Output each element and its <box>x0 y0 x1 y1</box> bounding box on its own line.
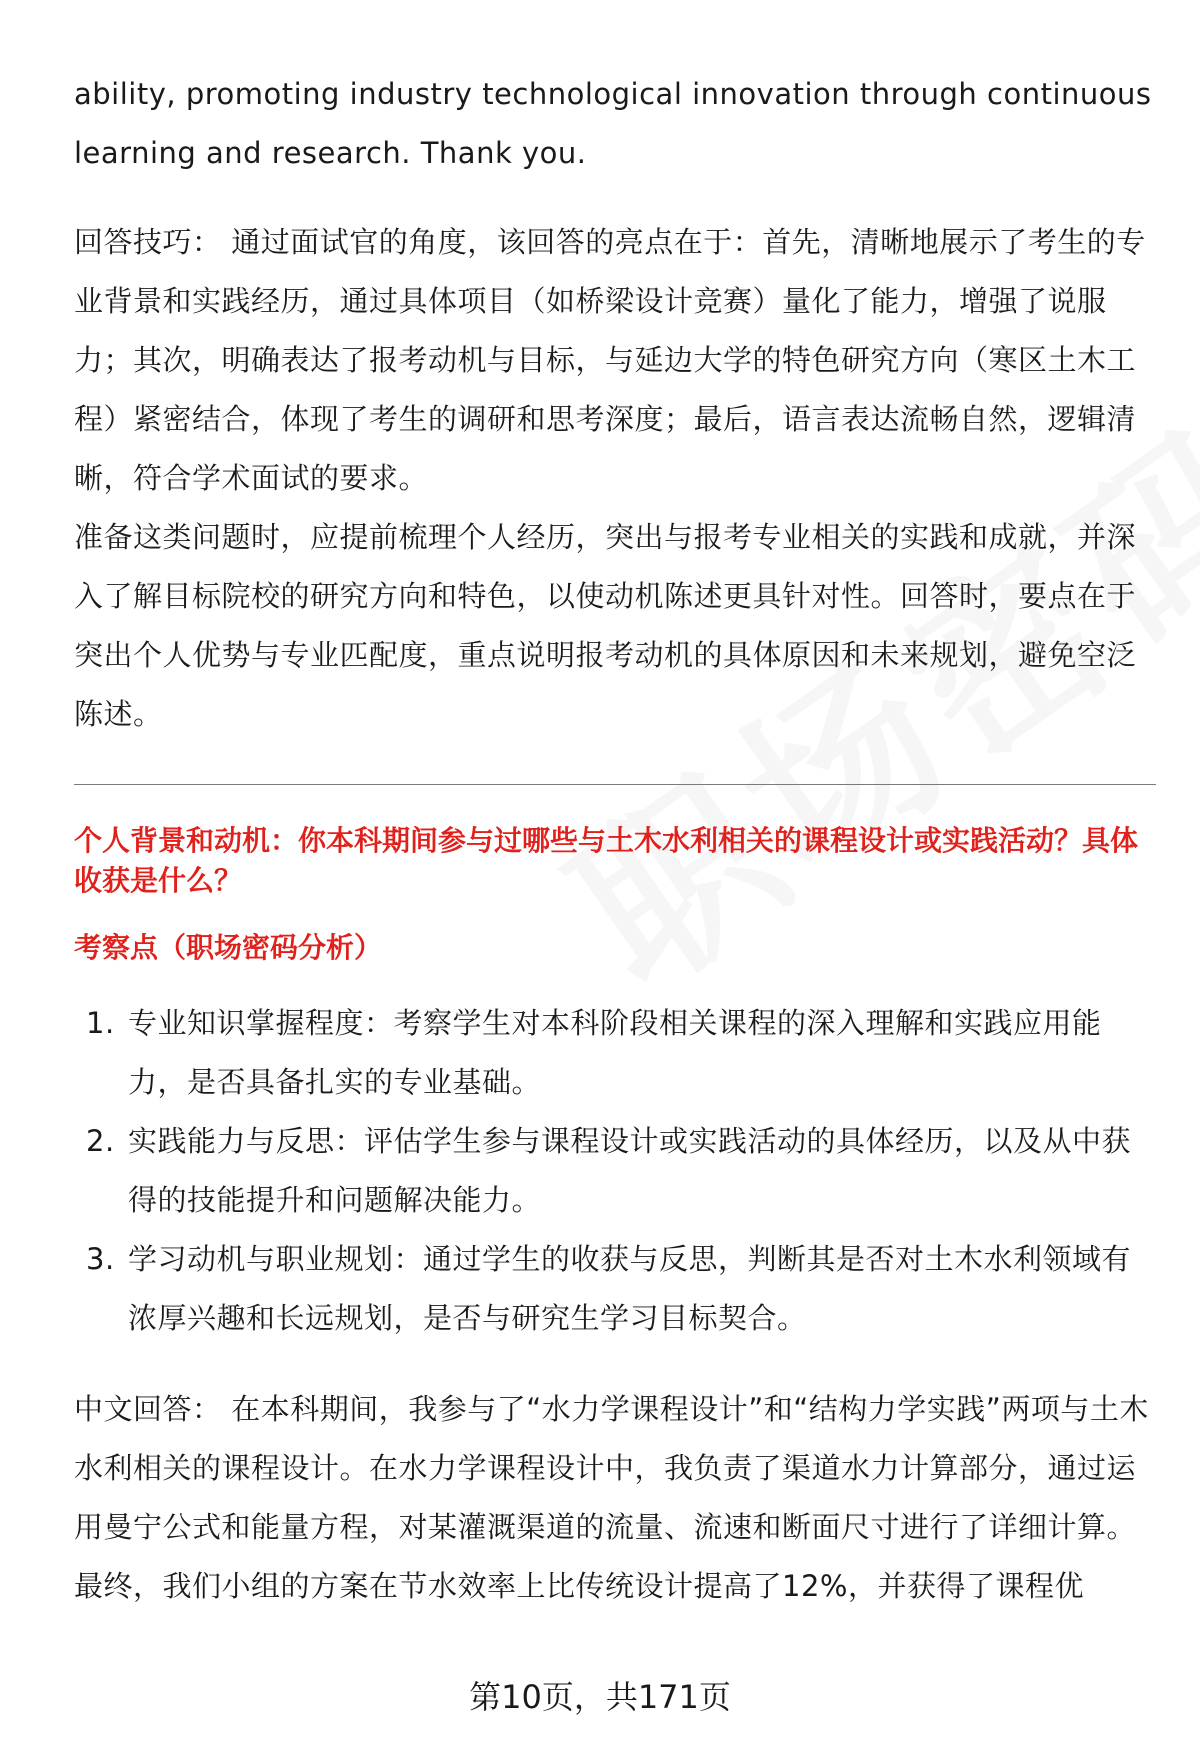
points-list <box>74 994 1156 1348</box>
question-heading: 个人背景和动机：你本科期间参与过哪些与土木水利相关的课程设计或实践活动？具体收获是什么？ <box>74 824 1139 897</box>
list-item <box>74 994 1156 1112</box>
list-item <box>74 1112 1156 1230</box>
tips-label: 回答技巧： <box>74 225 222 259</box>
list-item-text: 学习动机与职业规划：通过学生的收获与反思，判断其是否对土木水利领域有浓厚兴趣和长远规划，是否与研究生学习目标契合。 <box>128 1242 1132 1335</box>
list-item-number: 2. <box>86 1124 115 1158</box>
intro-paragraph: ability, promoting industry technological innovation through continuous learning and research. Thank you. <box>74 77 1152 170</box>
list-item <box>74 1230 1156 1348</box>
page-number-footer: 第10页，共171页 <box>469 1678 731 1716</box>
prep-paragraph: 准备这类问题时，应提前梳理个人经历，突出与报考专业相关的实践和成就，并深入了解目标院校的研究方向和特色，以使动机陈述更具针对性。回答时，要点在于突出个人优势与专业匹配度，重点说明报考动机的具体原因和未来规划，避免空泛陈述。 <box>74 520 1137 731</box>
answer-label: 中文回答： <box>74 1392 222 1426</box>
list-item-number: 3. <box>86 1242 115 1276</box>
list-item-number: 1. <box>86 1006 115 1040</box>
answer-paragraph <box>74 1380 1156 1616</box>
list-item-text: 实践能力与反思：评估学生参与课程设计或实践活动的具体经历，以及从中获得的技能提升和问题解决能力。 <box>128 1124 1132 1217</box>
answer-text: 在本科期间，我参与了“水力学课程设计”和“结构力学实践”两项与土木水利相关的课程设计。在水力学课程设计中，我负责了渠道水力计算部分，通过运用曼宁公式和能量方程，对某灌溉渠道的流量、流速和断面尺寸进行了详细计算。最终，我们小组的方案在节水效率上比传统设计提高了12%，并获得了课程优 <box>74 1392 1149 1603</box>
points-heading: 考察点（职场密码分析） <box>74 931 383 964</box>
list-item-text: 专业知识掌握程度：考察学生对本科阶段相关课程的深入理解和实践应用能力，是否具备扎实的专业基础。 <box>128 1006 1102 1099</box>
tips-paragraph <box>74 213 1156 508</box>
section-divider <box>74 784 1156 785</box>
tips-text: 通过面试官的角度，该回答的亮点在于：首先，清晰地展示了考生的专业背景和实践经历，通过具体项目（如桥梁设计竞赛）量化了能力，增强了说服力；其次，明确表达了报考动机与目标，与延边大学的特色研究方向（寒区土木工程）紧密结合，体现了考生的调研和思考深度；最后，语言表达流畅自然，逻辑清晰，符合学术面试的要求。 <box>74 225 1146 495</box>
document-page <box>74 0 1156 1616</box>
